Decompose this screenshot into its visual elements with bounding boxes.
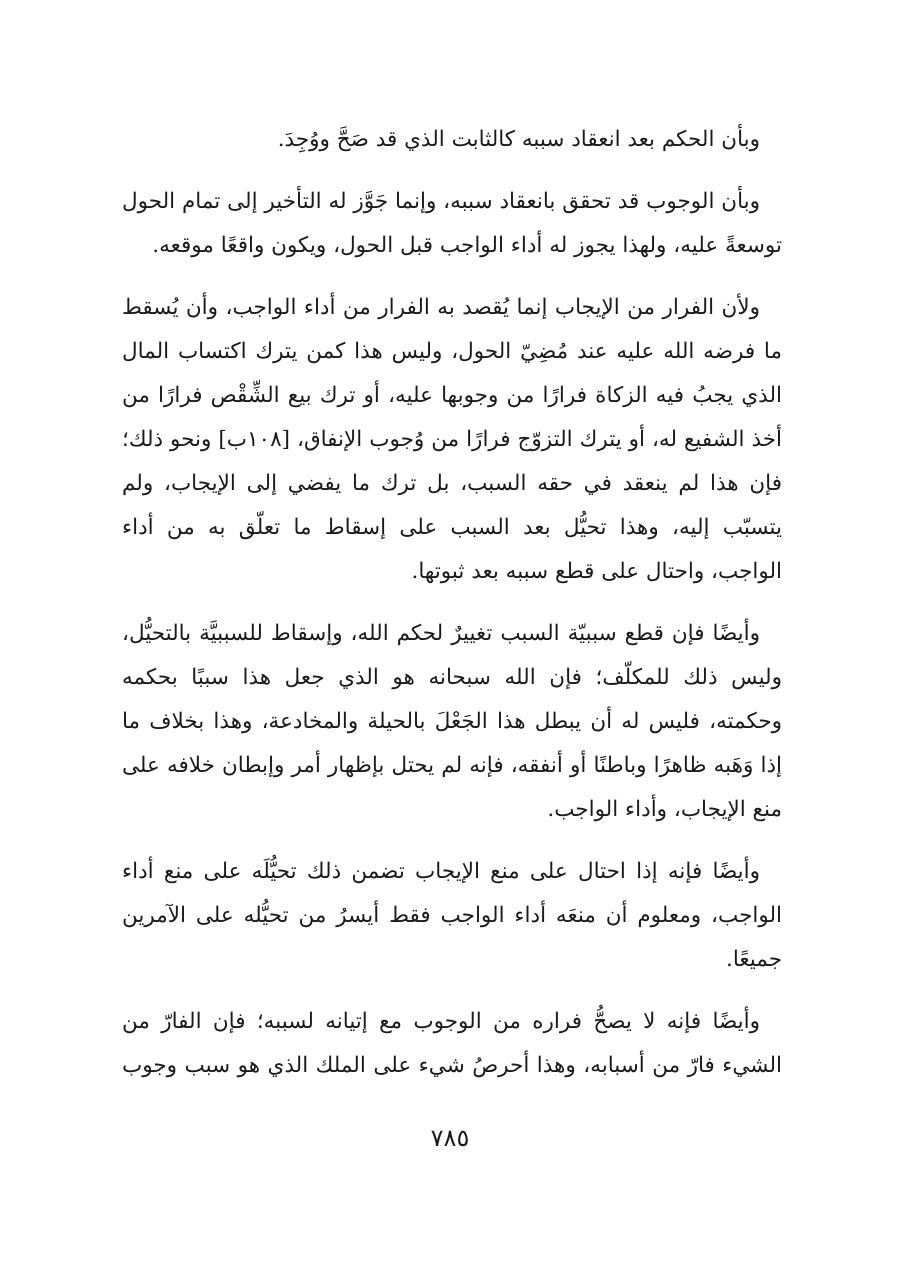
paragraph: ولأن الفرار من الإيجاب إنما يُقصد به الفرار من أداء الواجب، وأن يُسقط ما فرضه الله عليه عند مُضِيّ الحول، وليس هذا كمن يترك اكتساب المال الذي يجبُ فيه الزكاة فرارًا من وجوبها عليه، أو ترك بيع الشِّقْص فرارًا من أخذ الشفيع له، أو يترك التزوّج فرارًا من وُجوب الإنفاق، [١٠٨ب] ونحو ذلك؛ فإن هذا لم ينعقد في حقه السبب، بل ترك ما يفضي إلى الإيجاب، ولم يتسبّب إليه، وهذا تحيُّل بعد السبب على إسقاط ما تعلّق به من أداء الواجب، واحتال على قطع سببه بعد ثبوتها. bbox=[122, 295, 782, 584]
paragraph: وأيضًا فإنه لا يصحُّ فراره من الوجوب مع إتيانه لسببه؛ فإن الفارّ من الشيء فارّ من أسبابه، وهذا أحرصُ شيء على الملك الذي هو سبب وجوب bbox=[122, 1009, 782, 1078]
page-body bbox=[122, 118, 782, 1088]
paragraph: وأيضًا فإن قطع سببيّة السبب تغييرٌ لحكم الله، وإسقاط للسببيَّة بالتحيُّل، وليس ذلك للمكلّف؛ فإن الله سبحانه هو الذي جعل هذا سببًا بحكمه وحكمته، فليس له أن يبطل هذا الجَعْلَ بالحيلة والمخادعة، وهذا بخلاف ما إذا وَهَبه ظاهرًا وباطنًا أو أنفقه، فإنه لم يحتل بإظهار أمر وإبطان خلافه على منع الإيجاب، وأداء الواجب. bbox=[122, 621, 782, 822]
paragraph: وأيضًا فإنه إذا احتال على منع الإيجاب تضمن ذلك تحيُّلَه على منع أداء الواجب، ومعلوم أن منعَه أداء الواجب فقط أيسرُ من تحيُّله على الآمرين جميعًا. bbox=[122, 859, 782, 972]
page-number: ٧٨٥ bbox=[430, 1124, 470, 1152]
paragraph: وبأن الحكم بعد انعقاد سببه كالثابت الذي قد صَحَّ ووُجِدَ. bbox=[277, 127, 760, 152]
paragraph: وبأن الوجوب قد تحقق بانعقاد سببه، وإنما جَوَّز له التأخير إلى تمام الحول توسعةً عليه، ولهذا يجوز له أداء الواجب قبل الحول، ويكون واقعًا موقعه. bbox=[122, 189, 782, 258]
